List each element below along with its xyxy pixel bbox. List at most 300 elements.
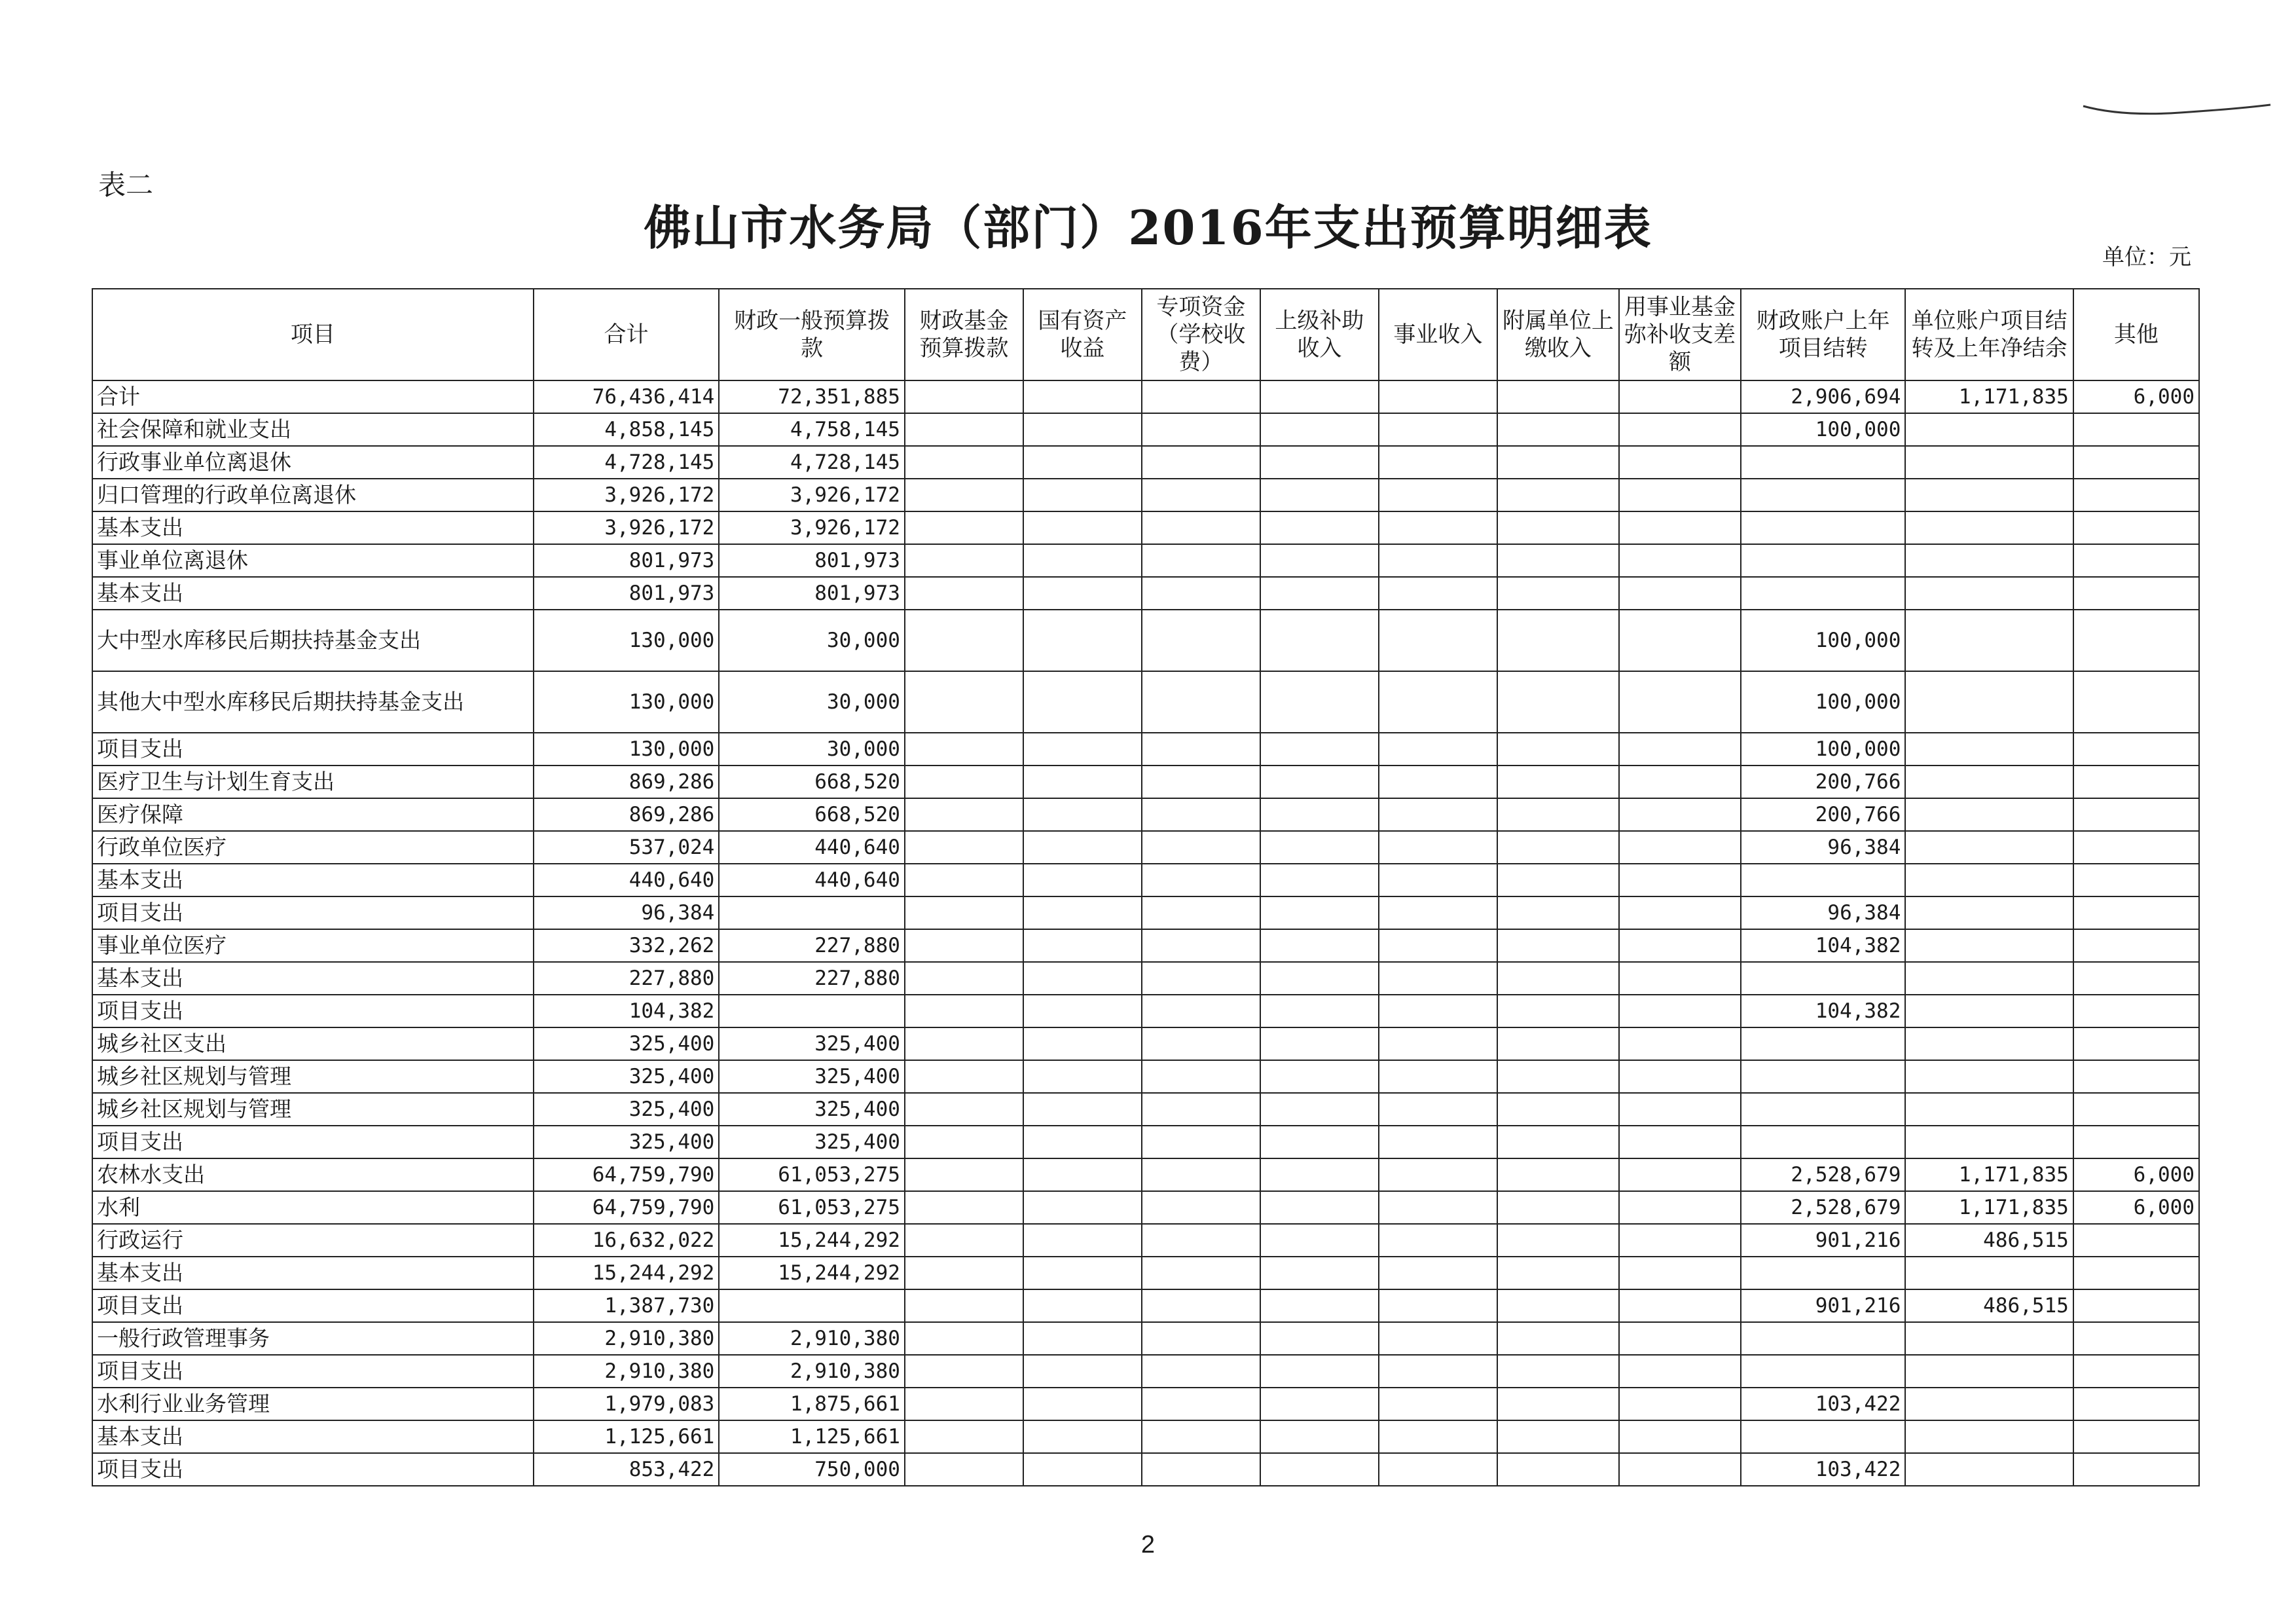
cell-empty [1379,1388,1497,1420]
cell-total: 104,382 [534,995,720,1027]
cell-empty [1023,1093,1142,1126]
cell-empty [1023,962,1142,995]
cell-other [2073,929,2199,962]
cell-empty [905,1355,1023,1388]
cell-general: 1,875,661 [719,1388,905,1420]
cell-other [2073,511,2199,544]
cell-empty [1497,544,1619,577]
cell-empty [905,671,1023,733]
cell-empty [1379,1191,1497,1224]
cell-fin-carry [1741,1027,1905,1060]
cell-empty [905,1257,1023,1289]
cell-empty [1142,413,1260,446]
cell-other [2073,1060,2199,1093]
row-item-name: 基本支出 [92,577,534,610]
row-item-name: 基本支出 [92,864,534,896]
table-row [92,577,2199,610]
cell-empty [1379,1060,1497,1093]
cell-empty [1619,413,1741,446]
row-item-name: 事业单位医疗 [92,929,534,962]
column-header: 专项资金（学校收费） [1142,289,1260,380]
column-header: 其他 [2073,289,2199,380]
cell-empty [905,995,1023,1027]
cell-empty [1023,413,1142,446]
cell-general: 30,000 [719,733,905,766]
cell-empty [905,1060,1023,1093]
page-title: 佛山市水务局（部门）2016年支出预算明细表 [644,200,1652,255]
table-row [92,831,2199,864]
cell-empty [1379,1093,1497,1126]
cell-general: 440,640 [719,864,905,896]
cell-empty [1260,1224,1379,1257]
cell-other [2073,864,2199,896]
cell-total: 325,400 [534,1060,720,1093]
cell-empty [1497,671,1619,733]
cell-unit-carry [1905,995,2073,1027]
cell-empty [1023,1420,1142,1453]
cell-empty [1379,864,1497,896]
cell-empty [1379,1420,1497,1453]
table-row [92,413,2199,446]
cell-empty [1023,1224,1142,1257]
cell-empty [1379,1257,1497,1289]
cell-empty [1142,544,1260,577]
cell-fin-carry: 96,384 [1741,831,1905,864]
cell-total: 801,973 [534,577,720,610]
cell-total: 325,400 [534,1126,720,1158]
cell-general: 3,926,172 [719,479,905,511]
cell-empty [1142,962,1260,995]
cell-total: 64,759,790 [534,1191,720,1224]
cell-other [2073,610,2199,671]
cell-empty [1497,511,1619,544]
cell-general: 325,400 [719,1093,905,1126]
cell-unit-carry [1905,1355,2073,1388]
table-row [92,1322,2199,1355]
table-row [92,1224,2199,1257]
cell-empty [1497,1093,1619,1126]
cell-empty [1260,1126,1379,1158]
cell-empty [1260,1257,1379,1289]
cell-empty [1142,1257,1260,1289]
cell-empty [1023,1388,1142,1420]
cell-empty [1260,479,1379,511]
cell-other [2073,544,2199,577]
row-item-name: 基本支出 [92,1420,534,1453]
cell-total: 853,422 [534,1453,720,1486]
cell-total: 2,910,380 [534,1355,720,1388]
cell-empty [1260,1355,1379,1388]
row-item-name: 项目支出 [92,1355,534,1388]
cell-unit-carry [1905,577,2073,610]
row-item-name: 水利 [92,1191,534,1224]
cell-empty [1260,1322,1379,1355]
cell-empty [1619,479,1741,511]
cell-empty [905,831,1023,864]
cell-empty [1619,511,1741,544]
cell-empty [905,380,1023,413]
cell-total: 325,400 [534,1027,720,1060]
cell-empty [1142,1158,1260,1191]
row-item-name: 项目支出 [92,1453,534,1486]
cell-empty [1023,380,1142,413]
cell-other [2073,766,2199,798]
table-row [92,798,2199,831]
cell-unit-carry [1905,1388,2073,1420]
cell-empty [905,962,1023,995]
cell-total: 130,000 [534,671,720,733]
row-item-name: 基本支出 [92,962,534,995]
cell-general: 61,053,275 [719,1158,905,1191]
cell-empty [1497,929,1619,962]
cell-empty [1023,1191,1142,1224]
cell-fin-carry [1741,1257,1905,1289]
cell-total: 3,926,172 [534,511,720,544]
cell-other [2073,733,2199,766]
cell-empty [1497,1388,1619,1420]
cell-empty [1619,1093,1741,1126]
cell-general: 3,926,172 [719,511,905,544]
cell-total: 64,759,790 [534,1158,720,1191]
cell-empty [1023,1355,1142,1388]
cell-empty [905,1322,1023,1355]
cell-empty [1142,929,1260,962]
cell-empty [1379,610,1497,671]
cell-empty [1260,1060,1379,1093]
cell-total: 96,384 [534,896,720,929]
page-number: 2 [1140,1531,1156,1559]
budget-table [92,288,2200,1486]
cell-total: 15,244,292 [534,1257,720,1289]
row-item-name: 基本支出 [92,511,534,544]
cell-empty [1142,1388,1260,1420]
cell-empty [905,929,1023,962]
cell-empty [1142,1289,1260,1322]
cell-empty [1619,1060,1741,1093]
cell-fin-carry [1741,962,1905,995]
cell-empty [1497,1289,1619,1322]
cell-other: 6,000 [2073,1191,2199,1224]
cell-empty [1260,1289,1379,1322]
cell-empty [1379,1027,1497,1060]
cell-other [2073,671,2199,733]
table-row [92,511,2199,544]
cell-empty [1619,733,1741,766]
cell-empty [1023,1453,1142,1486]
cell-empty [1379,544,1497,577]
cell-empty [1142,1355,1260,1388]
cell-unit-carry [1905,1060,2073,1093]
cell-empty [905,413,1023,446]
cell-empty [1619,1289,1741,1322]
cell-total: 801,973 [534,544,720,577]
row-item-name: 行政事业单位离退休 [92,446,534,479]
cell-other [2073,1420,2199,1453]
row-item-name: 一般行政管理事务 [92,1322,534,1355]
cell-empty [905,864,1023,896]
column-header: 国有资产收益 [1023,289,1142,380]
cell-fin-carry [1741,1060,1905,1093]
table-row [92,962,2199,995]
cell-empty [1142,1224,1260,1257]
cell-unit-carry [1905,766,2073,798]
cell-empty [1497,577,1619,610]
cell-empty [1142,896,1260,929]
cell-empty [1619,864,1741,896]
cell-empty [1023,896,1142,929]
cell-general: 801,973 [719,544,905,577]
cell-fin-carry [1741,1126,1905,1158]
cell-unit-carry [1905,1453,2073,1486]
column-header: 事业收入 [1379,289,1497,380]
cell-fin-carry: 103,422 [1741,1453,1905,1486]
table-row [92,1060,2199,1093]
cell-empty [1023,864,1142,896]
cell-empty [1023,577,1142,610]
cell-fin-carry: 200,766 [1741,798,1905,831]
cell-empty [905,896,1023,929]
cell-unit-carry: 486,515 [1905,1224,2073,1257]
cell-empty [1023,610,1142,671]
cell-empty [1142,671,1260,733]
row-item-name: 城乡社区支出 [92,1027,534,1060]
cell-general: 4,728,145 [719,446,905,479]
cell-general: 325,400 [719,1060,905,1093]
cell-fin-carry: 104,382 [1741,995,1905,1027]
cell-empty [905,1453,1023,1486]
cell-other [2073,1093,2199,1126]
cell-other [2073,413,2199,446]
cell-unit-carry [1905,929,2073,962]
cell-empty [1497,1355,1619,1388]
cell-unit-carry [1905,798,2073,831]
cell-total: 1,125,661 [534,1420,720,1453]
cell-empty [1619,929,1741,962]
cell-total: 130,000 [534,733,720,766]
row-item-name: 合计 [92,380,534,413]
cell-empty [1023,1322,1142,1355]
table-row [92,1420,2199,1453]
cell-empty [1619,962,1741,995]
cell-empty [1497,1027,1619,1060]
cell-other [2073,1388,2199,1420]
cell-empty [1497,1453,1619,1486]
cell-empty [1619,671,1741,733]
cell-empty [1023,1126,1142,1158]
cell-empty [1619,896,1741,929]
cell-empty [905,511,1023,544]
cell-unit-carry [1905,413,2073,446]
cell-empty [1023,995,1142,1027]
table-row [92,995,2199,1027]
cell-unit-carry [1905,1027,2073,1060]
cell-empty [905,766,1023,798]
table-row [92,1027,2199,1060]
cell-other [2073,831,2199,864]
table-row [92,446,2199,479]
cell-empty [1260,413,1379,446]
cell-fin-carry: 100,000 [1741,413,1905,446]
cell-empty [1497,864,1619,896]
cell-empty [1619,1257,1741,1289]
cell-empty [1142,446,1260,479]
cell-empty [1379,766,1497,798]
cell-empty [1379,1289,1497,1322]
cell-empty [1142,610,1260,671]
cell-fin-carry: 2,906,694 [1741,380,1905,413]
cell-empty [1023,798,1142,831]
cell-other [2073,995,2199,1027]
cell-empty [1497,995,1619,1027]
cell-empty [1142,479,1260,511]
row-item-name: 医疗卫生与计划生育支出 [92,766,534,798]
cell-empty [1497,896,1619,929]
cell-empty [905,1388,1023,1420]
cell-empty [1497,446,1619,479]
cell-empty [1023,544,1142,577]
cell-empty [1260,1158,1379,1191]
row-item-name: 行政单位医疗 [92,831,534,864]
cell-empty [1379,831,1497,864]
cell-general: 61,053,275 [719,1191,905,1224]
cell-unit-carry [1905,610,2073,671]
cell-empty [1497,479,1619,511]
row-item-name: 项目支出 [92,995,534,1027]
cell-unit-carry: 1,171,835 [1905,1158,2073,1191]
cell-empty [1379,1453,1497,1486]
cell-fin-carry: 96,384 [1741,896,1905,929]
cell-empty [1379,798,1497,831]
cell-general: 30,000 [719,671,905,733]
cell-fin-carry: 100,000 [1741,671,1905,733]
cell-general: 1,125,661 [719,1420,905,1453]
cell-general: 227,880 [719,929,905,962]
cell-unit-carry [1905,479,2073,511]
cell-empty [1142,864,1260,896]
cell-empty [1619,1388,1741,1420]
cell-total: 325,400 [534,1093,720,1126]
cell-empty [1379,1224,1497,1257]
column-header: 用事业基金弥补收支差额 [1619,289,1741,380]
row-item-name: 水利行业业务管理 [92,1388,534,1420]
cell-empty [1497,610,1619,671]
cell-empty [1023,1060,1142,1093]
row-item-name: 归口管理的行政单位离退休 [92,479,534,511]
cell-empty [1023,479,1142,511]
cell-empty [905,1224,1023,1257]
cell-empty [1142,577,1260,610]
cell-total: 16,632,022 [534,1224,720,1257]
cell-empty [1497,1158,1619,1191]
cell-empty [1619,1126,1741,1158]
cell-other [2073,1257,2199,1289]
cell-empty [1260,962,1379,995]
cell-empty [1497,1126,1619,1158]
column-header: 附属单位上缴收入 [1497,289,1619,380]
cell-total: 1,979,083 [534,1388,720,1420]
cell-empty [1023,671,1142,733]
cell-empty [905,544,1023,577]
cell-total: 130,000 [534,610,720,671]
cell-empty [1619,610,1741,671]
cell-empty [1619,1420,1741,1453]
cell-fin-carry: 100,000 [1741,733,1905,766]
cell-other [2073,1224,2199,1257]
cell-empty [1619,798,1741,831]
table-row [92,1289,2199,1322]
table-row [92,733,2199,766]
cell-unit-carry [1905,544,2073,577]
table-row [92,1388,2199,1420]
cell-empty [1023,766,1142,798]
cell-empty [1023,511,1142,544]
cell-empty [1260,896,1379,929]
cell-empty [1619,1158,1741,1191]
cell-empty [1260,446,1379,479]
cell-empty [905,733,1023,766]
cell-empty [1619,1224,1741,1257]
cell-empty [1497,766,1619,798]
cell-fin-carry: 200,766 [1741,766,1905,798]
cell-empty [1142,1322,1260,1355]
cell-empty [1260,1453,1379,1486]
cell-other [2073,1322,2199,1355]
cell-empty [1619,446,1741,479]
cell-empty [1023,929,1142,962]
cell-fin-carry: 103,422 [1741,1388,1905,1420]
cell-empty [905,610,1023,671]
cell-unit-carry [1905,831,2073,864]
table-row [92,1355,2199,1388]
cell-fin-carry [1741,1355,1905,1388]
cell-empty [1379,413,1497,446]
cell-other [2073,1289,2199,1322]
cell-empty [1142,831,1260,864]
table-row [92,1257,2199,1289]
cell-empty [1619,544,1741,577]
cell-fin-carry [1741,544,1905,577]
cell-general: 668,520 [719,798,905,831]
cell-empty [1379,962,1497,995]
cell-empty [1497,413,1619,446]
column-header: 财政账户上年项目结转 [1741,289,1905,380]
row-item-name: 社会保障和就业支出 [92,413,534,446]
cell-empty [1260,544,1379,577]
row-item-name: 项目支出 [92,1289,534,1322]
cell-empty [1142,380,1260,413]
cell-fin-carry: 104,382 [1741,929,1905,962]
cell-empty [1260,995,1379,1027]
cell-empty [1497,380,1619,413]
row-item-name: 行政运行 [92,1224,534,1257]
row-item-name: 城乡社区规划与管理 [92,1060,534,1093]
table-header-row [92,289,2199,380]
cell-unit-carry [1905,962,2073,995]
cell-empty [1619,1355,1741,1388]
cell-general: 325,400 [719,1027,905,1060]
table-row [92,864,2199,896]
cell-unit-carry [1905,511,2073,544]
cell-other [2073,962,2199,995]
cell-total: 537,024 [534,831,720,864]
cell-empty [1023,1257,1142,1289]
cell-empty [1023,831,1142,864]
cell-empty [905,1420,1023,1453]
cell-empty [1619,831,1741,864]
cell-empty [1379,1126,1497,1158]
cell-empty [1497,733,1619,766]
table-row [92,1191,2199,1224]
